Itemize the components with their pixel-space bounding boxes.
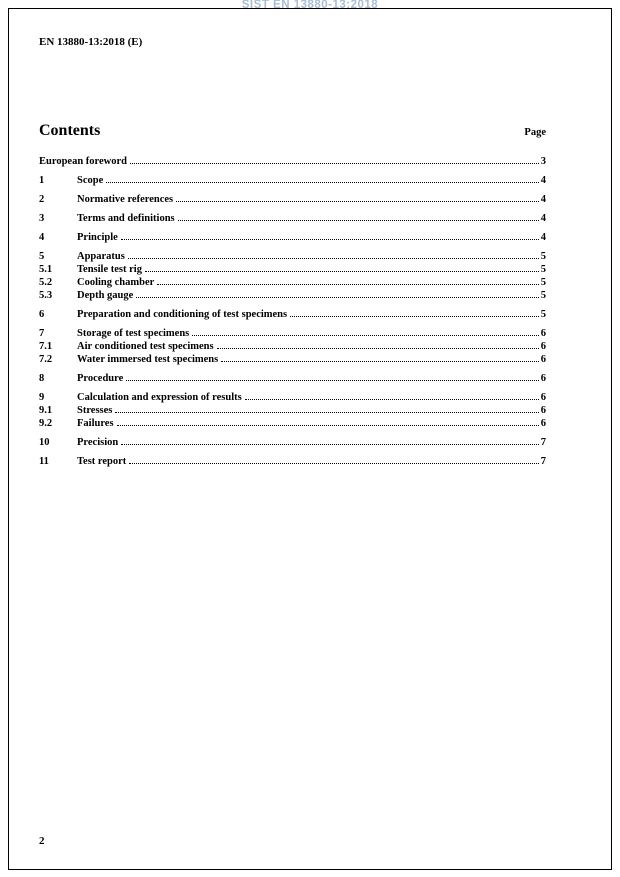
toc-entry-title: Scope <box>77 175 104 186</box>
toc-section <box>39 327 546 366</box>
toc-section <box>39 193 546 206</box>
toc-entry-number: 1 <box>39 175 45 186</box>
toc-entry-number: 4 <box>39 232 45 243</box>
document-reference: EN 13880-13:2018 (E) <box>39 36 143 48</box>
toc-entry-number: 9.2 <box>39 418 53 429</box>
toc-entry-page: 6 <box>540 405 546 416</box>
toc-dot-leader <box>121 444 539 445</box>
toc-entry-page: 6 <box>540 373 546 384</box>
toc-entry-number: 2 <box>39 194 45 205</box>
toc-section <box>39 212 546 225</box>
toc-entry <box>39 155 546 168</box>
toc-entry-title: Stresses <box>77 405 113 416</box>
toc-entry-page: 5 <box>540 290 546 301</box>
toc-section <box>39 391 546 430</box>
toc-dot-leader <box>121 239 539 240</box>
toc-entry-page: 7 <box>540 456 546 467</box>
toc-entry-title: Air conditioned test specimens <box>77 341 214 352</box>
toc-entry-title: Failures <box>77 418 114 429</box>
toc-section <box>39 231 546 244</box>
table-of-contents <box>39 155 546 474</box>
toc-entry-page: 4 <box>540 213 546 224</box>
toc-entry-number: 7.2 <box>39 354 53 365</box>
document-page <box>8 8 612 870</box>
toc-dot-leader <box>245 399 539 400</box>
toc-entry <box>39 289 546 302</box>
toc-dot-leader <box>128 258 539 259</box>
toc-entry-title: European foreword <box>39 156 127 167</box>
toc-entry <box>39 308 546 321</box>
watermark-text: SIST EN 13880-13:2018 <box>241 0 379 11</box>
toc-entry-page: 6 <box>540 392 546 403</box>
page-column-label: Page <box>524 127 546 138</box>
toc-dot-leader <box>221 361 539 362</box>
toc-entry <box>39 263 546 276</box>
toc-section <box>39 308 546 321</box>
toc-entry-title: Precision <box>77 437 119 448</box>
toc-entry-title: Cooling chamber <box>77 277 155 288</box>
toc-entry-page: 5 <box>540 309 546 320</box>
toc-section <box>39 455 546 468</box>
toc-entry-title: Terms and definitions <box>77 213 175 224</box>
toc-entry-title: Principle <box>77 232 118 243</box>
toc-entry-page: 5 <box>540 251 546 262</box>
toc-entry-page: 6 <box>540 341 546 352</box>
toc-section <box>39 436 546 449</box>
toc-entry <box>39 404 546 417</box>
toc-entry-number: 9.1 <box>39 405 53 416</box>
toc-entry-title: Water immersed test specimens <box>77 354 219 365</box>
toc-entry-title: Tensile test rig <box>77 264 142 275</box>
toc-dot-leader <box>290 316 539 317</box>
toc-entry-number: 11 <box>39 456 49 467</box>
toc-section <box>39 174 546 187</box>
toc-entry-title: Procedure <box>77 373 124 384</box>
toc-entry-number: 5.2 <box>39 277 53 288</box>
toc-entry-number: 3 <box>39 213 45 224</box>
toc-entry-page: 6 <box>540 354 546 365</box>
toc-dot-leader <box>115 412 538 413</box>
toc-section <box>39 250 546 302</box>
toc-entry-page: 4 <box>540 175 546 186</box>
toc-entry-number: 7.1 <box>39 341 53 352</box>
toc-entry <box>39 212 546 225</box>
toc-entry <box>39 436 546 449</box>
toc-entry-number: 8 <box>39 373 45 384</box>
toc-entry-number: 5 <box>39 251 45 262</box>
toc-section <box>39 372 546 385</box>
footer-page-number: 2 <box>39 835 45 847</box>
toc-entry-page: 5 <box>540 277 546 288</box>
toc-entry-title: Normative references <box>77 194 174 205</box>
toc-entry <box>39 193 546 206</box>
toc-entry-number: 9 <box>39 392 45 403</box>
toc-dot-leader <box>106 182 539 183</box>
toc-dot-leader <box>217 348 539 349</box>
toc-entry-title: Apparatus <box>77 251 125 262</box>
toc-entry-title: Storage of test specimens <box>77 328 190 339</box>
toc-entry-page: 4 <box>540 194 546 205</box>
toc-entry-page: 6 <box>540 328 546 339</box>
toc-entry <box>39 340 546 353</box>
toc-entry-title: Preparation and conditioning of test specimens <box>77 309 288 320</box>
toc-entry <box>39 455 546 468</box>
toc-entry-page: 7 <box>540 437 546 448</box>
contents-title: Contents <box>39 122 101 139</box>
toc-dot-leader <box>176 201 539 202</box>
toc-entry-number: 7 <box>39 328 45 339</box>
toc-entry-page: 4 <box>540 232 546 243</box>
toc-dot-leader <box>178 220 539 221</box>
toc-entry-number: 6 <box>39 309 45 320</box>
toc-entry-title: Test report <box>77 456 127 467</box>
toc-entry <box>39 417 546 430</box>
toc-entry <box>39 372 546 385</box>
toc-dot-leader <box>126 380 538 381</box>
toc-entry <box>39 250 546 263</box>
toc-entry <box>39 391 546 404</box>
toc-dot-leader <box>130 163 539 164</box>
toc-entry-page: 6 <box>540 418 546 429</box>
toc-entry-number: 5.3 <box>39 290 53 301</box>
toc-entry-number: 5.1 <box>39 264 53 275</box>
contents-header <box>39 122 546 140</box>
toc-dot-leader <box>129 463 538 464</box>
toc-section <box>39 155 546 168</box>
toc-entry-title: Depth gauge <box>77 290 134 301</box>
toc-entry <box>39 353 546 366</box>
toc-dot-leader <box>136 297 538 298</box>
toc-entry <box>39 327 546 340</box>
toc-dot-leader <box>117 425 539 426</box>
toc-dot-leader <box>192 335 538 336</box>
toc-entry-number: 10 <box>39 437 50 448</box>
toc-entry <box>39 174 546 187</box>
toc-dot-leader <box>157 284 538 285</box>
toc-entry-title: Calculation and expression of results <box>77 392 242 403</box>
toc-entry-page: 5 <box>540 264 546 275</box>
toc-entry-page: 3 <box>540 156 546 167</box>
toc-entry <box>39 276 546 289</box>
toc-entry <box>39 231 546 244</box>
toc-dot-leader <box>145 271 539 272</box>
